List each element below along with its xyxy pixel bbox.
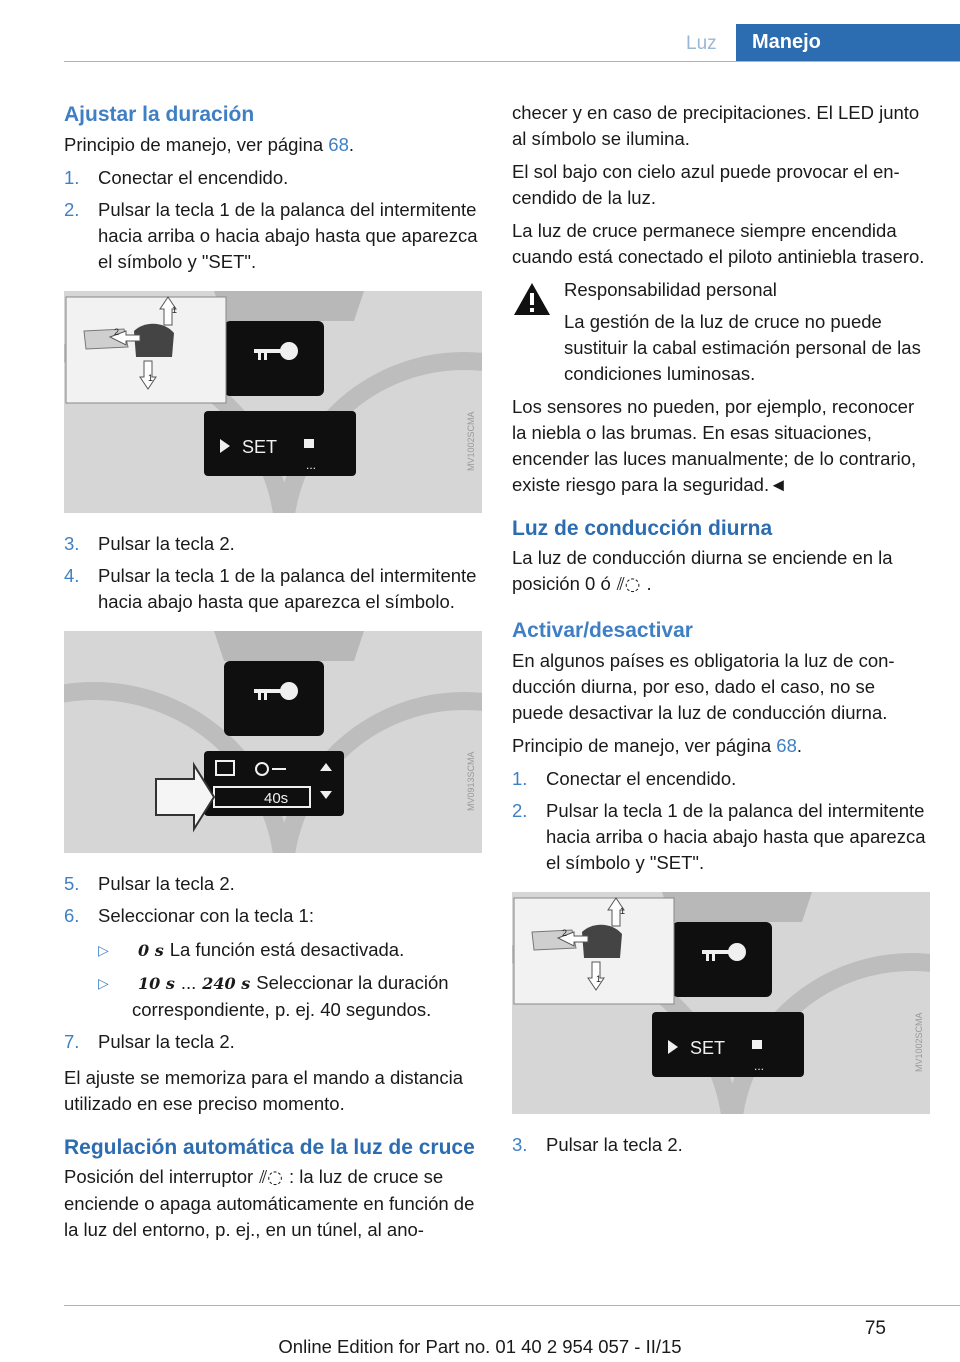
step-number: 6. [64,905,80,926]
header-rule [64,61,960,62]
lock-icon [304,439,314,448]
dashboard-illustration [64,631,482,853]
svg-text:...: ... [754,1059,765,1073]
header-tab-luz[interactable]: Luz [686,33,717,54]
step-text: Pulsar la tecla 1 de la palanca del intermitente hacia abajo hasta que aparezca el símbolo. [98,565,477,612]
list-item [64,871,482,897]
step-number: 7. [64,1031,80,1052]
lock-icon [752,1040,762,1049]
principio-period: . [796,735,803,756]
svg-text:...: ... [306,458,317,472]
bullet-triangle-icon: ▷ [98,942,109,958]
cruce-paragraph: La luz de cruce permanece siempre encendida cuando está conectado el piloto antiniebla trasero. [512,220,925,267]
svg-text:1: 1 [148,373,154,383]
list-item [512,766,930,792]
figure-code: MV0913SCMA [466,751,476,811]
sensores-paragraph: Los sensores no pueden, por ejemplo, reconocer la niebla o las brumas. En esas situaciones, encender las luces manualmente; de lo contrario, existe riesgo para la seguridad.◄ [512,396,917,495]
step-number: 1. [512,768,528,789]
posicion-text-cont: : la luz de cruce se enciende o apaga automáticamente en función de la luz del entorno, p. ej., en un túnel, al ano- [64,1166,475,1240]
step-number: 3. [64,533,80,554]
diurna-period: . [646,573,652,594]
set-label: SET [690,1038,726,1058]
svg-text:1: 1 [596,974,602,984]
page-link-68[interactable]: 68 [776,735,797,756]
list-item [512,1132,930,1158]
right-column [512,100,930,1168]
list-item [64,903,482,1023]
step-text: Seleccionar con la tecla 1: [98,905,314,926]
zero-seconds-icon: 0 s [138,941,164,960]
figure-code: MV1002SCMA [466,411,476,471]
warning-box [512,277,930,387]
step-number: 1. [64,167,80,188]
heading-ajustar-duracion: Ajustar la duración [64,103,255,126]
bullet-list [98,937,482,1023]
step-number: 2. [512,800,528,821]
steps-list-right-b [512,1132,930,1158]
page-link-68[interactable]: 68 [328,134,349,155]
heading-luz-diurna: Luz de conducción diurna [512,517,773,540]
step-text: Pulsar la tecla 2. [546,1134,683,1155]
diurna-text: La luz de conducción diurna se enciende en la posición 0 ó [512,547,893,594]
warning-title: Responsabilidad personal [564,279,777,300]
figure-code: MV1002SCMA [914,1012,924,1072]
steps-list-a [64,165,482,275]
auto-headlight-switch-icon: ⫽◌ [259,1167,283,1188]
principio-text: Principio de manejo, ver página [64,134,329,155]
continuation-paragraph: checer y en caso de precipitaciones. El LED junto al símbolo se ilumina. [512,102,920,149]
step-number: 2. [64,199,80,220]
svg-text:2: 2 [562,928,568,938]
step-text: Pulsar la tecla 2. [98,1031,235,1052]
left-column [64,100,482,1250]
bullet-triangle-icon: ▷ [98,975,109,991]
240-seconds-icon: 240 s [202,974,251,993]
edition-footer: Online Edition for Part no. 01 40 2 954 057 - II/15 [278,1336,682,1357]
step-text: Pulsar la tecla 1 de la palanca del intermitente hacia arriba o hacia abajo hasta que aparezca el símbolo y "SET". [546,800,926,873]
range-ellipsis: ... [180,972,197,993]
heading-activar-desactivar: Activar/desactivar [512,619,693,642]
svg-text:2: 2 [114,327,120,337]
svg-text:1: 1 [172,305,178,315]
list-item [512,798,930,876]
steps-list-b [64,531,482,615]
step-text: Conectar el encendido. [546,768,737,789]
step-text: Pulsar la tecla 2. [98,873,235,894]
figure-set-display [64,291,482,513]
list-item [64,165,482,191]
warning-text: La gestión de la luz de cruce no puede sustituir la cabal estimación personal de las condiciones luminosas. [564,311,921,384]
page-number: 75 [864,1318,886,1339]
footer-rule [64,1305,960,1306]
list-item [64,197,482,275]
warning-triangle-icon [512,281,552,317]
principio-text: Principio de manejo, ver página [512,735,777,756]
figure-set-display-right [512,892,930,1114]
list-item [98,937,482,964]
diurna-paragraph [512,545,930,598]
header-tab-manejo[interactable]: Manejo [736,24,960,61]
time-value: 40s [264,790,289,807]
figure-duration-display [64,631,482,853]
sol-paragraph: El sol bajo con cielo azul puede provocar el encendido de la luz. [512,161,900,208]
principio-paragraph [512,733,930,759]
list-item [64,563,482,615]
step-text: Pulsar la tecla 2. [98,533,235,554]
paises-paragraph: En algunos países es obligatoria la luz de conducción diurna, por eso, dado el caso, no se puede desactivar la luz de conducción diurna. [512,650,895,723]
principio-paragraph [64,132,482,158]
step-number: 3. [512,1134,528,1155]
principio-period: . [348,134,355,155]
step-number: 5. [64,873,80,894]
list-item [64,1029,482,1055]
bullet-text: La función está desactivada. [169,939,405,960]
posicion-text: Posición del interruptor [64,1166,254,1187]
memoriza-paragraph: El ajuste se memoriza para el mando a distancia utilizado en ese preciso momento. [64,1067,463,1114]
list-item [98,970,482,1023]
heading-regulacion-automatica: Regulación automática de la luz de cruce [64,1136,475,1159]
dashboard-illustration [64,291,482,513]
posicion-paragraph [64,1164,482,1243]
dashboard-illustration [512,892,930,1114]
step-number: 4. [64,565,80,586]
steps-list-c [64,871,482,1055]
ten-seconds-icon: 10 s [138,974,175,993]
steps-list-right-a [512,766,930,876]
step-text: Conectar el encendido. [98,167,289,188]
bullet-text: Seleccionar la duración correspondiente, p. ej. 40 segundos. [132,972,449,1020]
step-text: Pulsar la tecla 1 de la palanca del intermitente hacia arriba o hacia abajo hasta que aparezca el símbolo y "SET". [98,199,478,272]
list-item [64,531,482,557]
svg-text:1: 1 [620,906,626,916]
auto-headlight-switch-icon: ⫽◌ [616,574,641,595]
set-label: SET [242,437,278,457]
